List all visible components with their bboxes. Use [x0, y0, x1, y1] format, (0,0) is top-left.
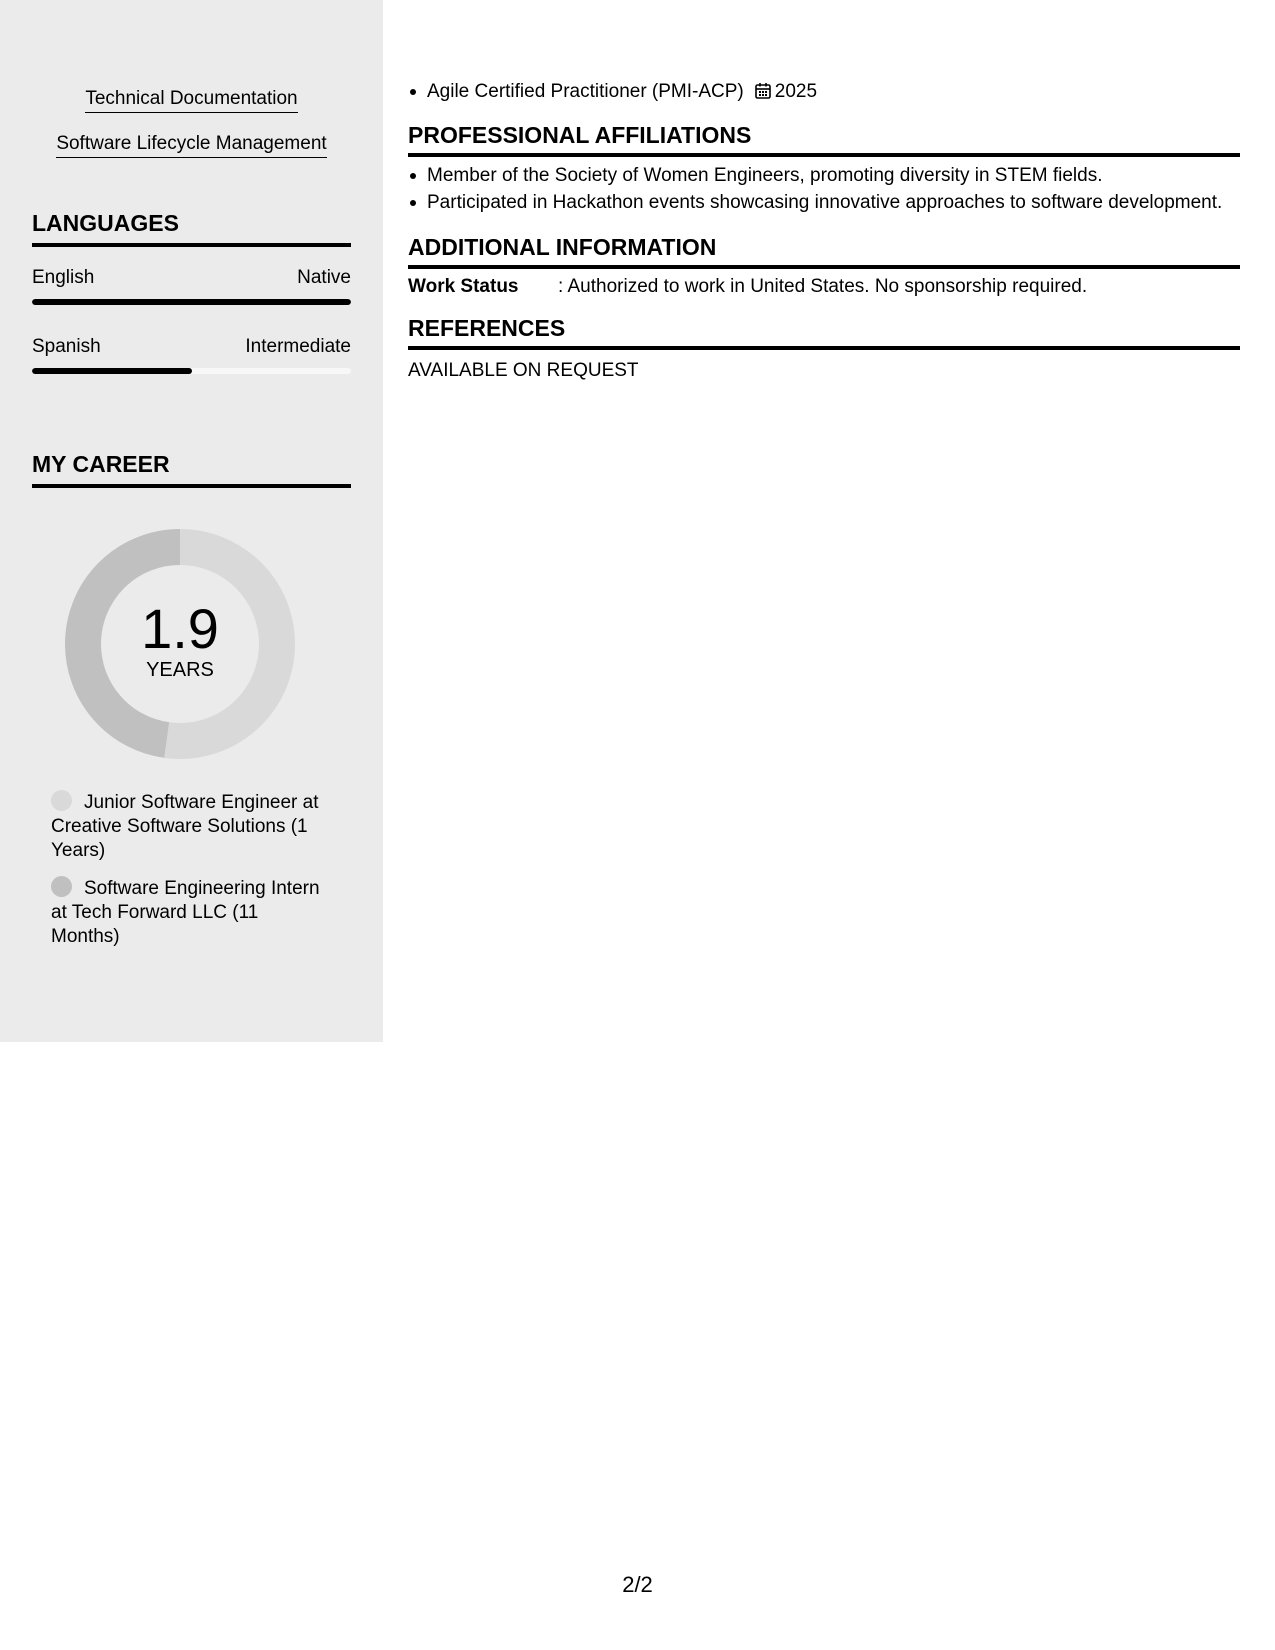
work-status-label: Work Status — [408, 276, 519, 297]
language-proficiency-fill — [32, 299, 351, 305]
language-row — [32, 267, 351, 289]
work-status-value: : Authorized to work in United States. No sponsorship required. — [558, 276, 1088, 297]
certification-list — [408, 78, 1240, 105]
career-legend-label: Junior Software Engineer at Creative Software Solutions (1 Years) — [51, 792, 319, 861]
career-total-unit: YEARS — [146, 658, 214, 681]
additional-info-heading: ADDITIONAL INFORMATION — [408, 234, 1240, 269]
languages-heading: LANGUAGES — [32, 210, 351, 247]
language-level: Native — [297, 267, 351, 288]
references-text: AVAILABLE ON REQUEST — [408, 360, 639, 381]
skill-item[interactable] — [0, 88, 383, 110]
work-status-row — [408, 276, 1240, 298]
career-legend-label: Software Engineering Intern at Tech Forward LLC (11 Months) — [51, 878, 320, 947]
affiliations-list — [408, 162, 1240, 216]
career-legend-item — [51, 790, 331, 863]
career-donut-chart — [64, 528, 296, 760]
page-number: 2/2 — [622, 1572, 653, 1597]
skill-item[interactable] — [0, 133, 383, 155]
calendar-icon — [754, 82, 772, 100]
certification-year: 2025 — [774, 81, 818, 102]
career-total — [64, 528, 296, 760]
language-row — [32, 336, 351, 358]
language-name: English — [32, 267, 95, 288]
language-level: Intermediate — [245, 336, 351, 357]
affiliations-heading: PROFESSIONAL AFFILIATIONS — [408, 122, 1240, 157]
skill-label: Technical Documentation — [85, 88, 297, 113]
affiliation-item: Participated in Hackathon events showcasing innovative approaches to software development. — [408, 189, 1240, 216]
career-legend-item — [51, 876, 331, 949]
references-heading: REFERENCES — [408, 315, 1240, 350]
language-name: Spanish — [32, 336, 101, 357]
legend-dot-icon — [51, 790, 72, 811]
career-heading: MY CAREER — [32, 451, 351, 488]
skill-label: Software Lifecycle Management — [56, 133, 326, 158]
language-proficiency-bar — [32, 368, 351, 374]
certification-date — [754, 81, 817, 102]
language-proficiency-fill — [32, 368, 192, 374]
language-proficiency-bar — [32, 299, 351, 305]
certification-item — [408, 78, 1240, 105]
legend-dot-icon — [51, 876, 72, 897]
certification-name: Agile Certified Practitioner (PMI-ACP) — [427, 81, 744, 102]
affiliation-item: Member of the Society of Women Engineers, promoting diversity in STEM fields. — [408, 162, 1240, 189]
sidebar — [0, 0, 383, 1042]
career-total-value: 1.9 — [141, 596, 219, 660]
